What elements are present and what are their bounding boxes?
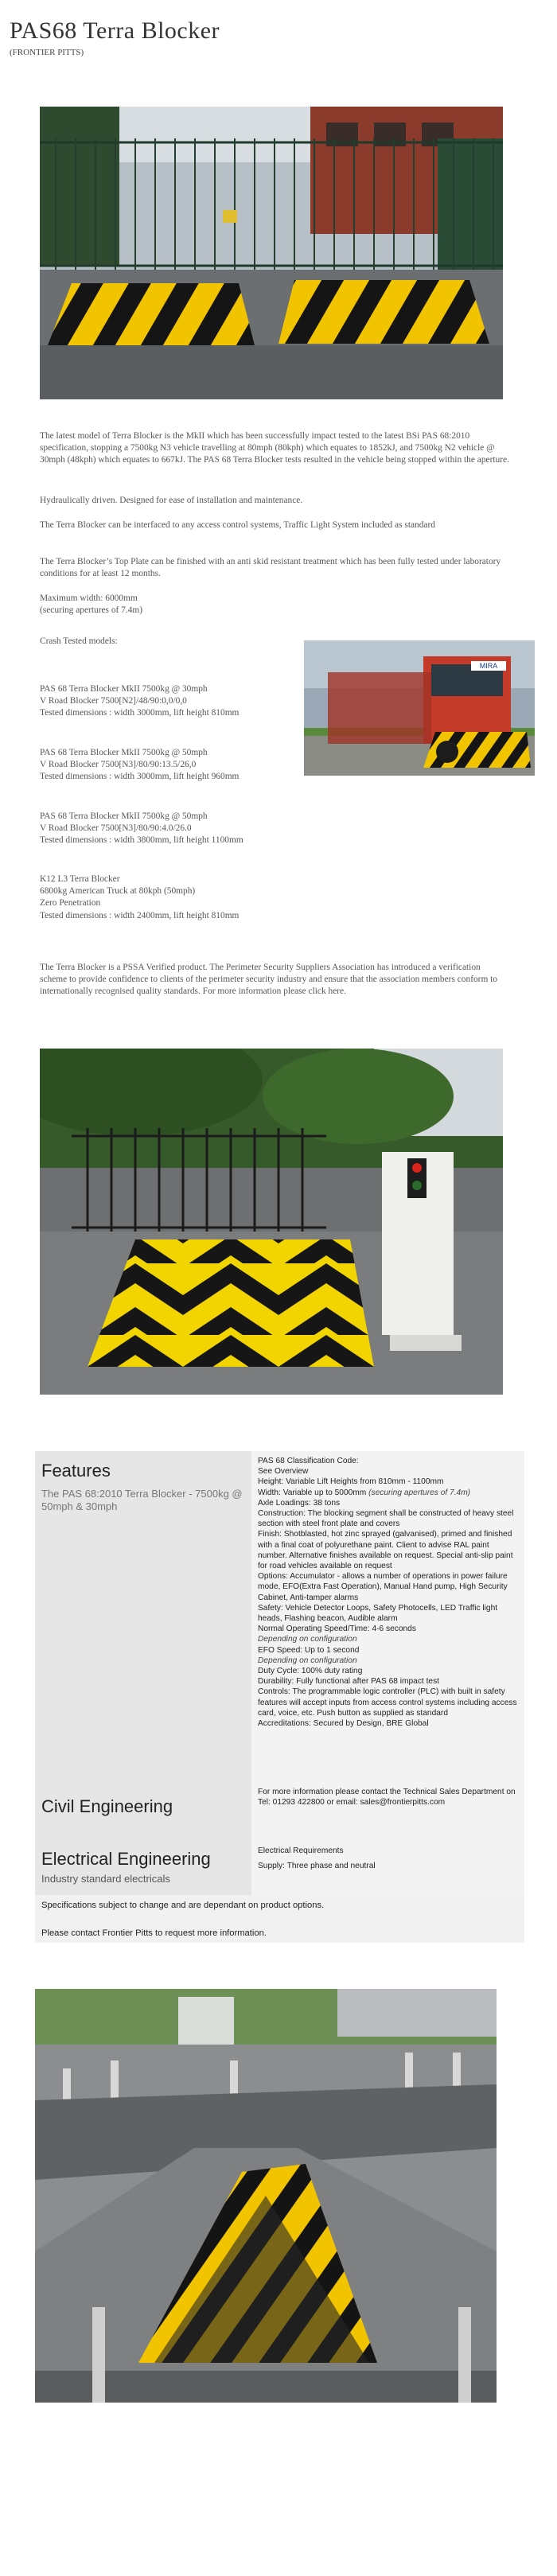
- civil-heading: Civil Engineering: [41, 1796, 173, 1816]
- pssa-paragraph: The Terra Blocker is a PSSA Verified product. The Perimeter Security Suppliers Association has introduced a verification scheme to provide confidence to clients of the perimeter security industry and ensure that the association members conform to internationally recognised quality standards. For more information please click here.: [40, 963, 498, 997]
- features-line: Axle Loadings: 38 tons: [258, 1498, 341, 1508]
- features-line: Width: Variable up to 5000mm (securing apertures of 7.4m): [258, 1488, 471, 1497]
- truck-crash-test-photo: [304, 640, 535, 776]
- electrical-text: Electrical Requirements Supply: Three phase and neutral: [258, 1846, 376, 1871]
- page-subtitle: (FRONTIER PITTS): [10, 48, 84, 57]
- features-line: Construction: The blocking segment shall be constructed of heavy steel section with steel front plate and covers: [258, 1509, 516, 1529]
- model-block-1: PAS 68 Terra Blocker MkII 7500kg @ 30mph V Road Blocker 7500[N2]/48/90:0,0/0,0 Tested dimensions : width 3000mm, lift height 810mm: [40, 684, 240, 718]
- features-line: Safety: Vehicle Detector Loops, Safety Photocells, LED Traffic light heads, Flashing beacon, Audible alarm: [258, 1603, 500, 1624]
- model-block-4: K12 L3 Terra Blocker 6800kg American Truck at 80kph (50mph) Zero Penetration Tested dimensions : width 2400mm, lift height 810mm: [40, 874, 240, 920]
- model-block-3: PAS 68 Terra Blocker MkII 7500kg @ 50mph V Road Blocker 7500[N3]/80/90:4.0/26.0 Tested dimensions : width 3800mm, lift height 1100mm: [40, 811, 243, 846]
- features-line: Duty Cycle: 100% duty rating: [258, 1667, 363, 1676]
- electrical-left-cell: [35, 1841, 251, 1895]
- crash-tested-heading: Crash Tested models:: [40, 636, 118, 646]
- intro-paragraph-2: Hydraulically driven. Designed for ease of installation and maintenance.: [40, 496, 303, 505]
- features-left-cell: [35, 1451, 251, 1782]
- intro-paragraph-1: The latest model of Terra Blocker is the MkII which has been successfully impact tested to the latest BSi PAS 68:2010 specification, stopping a 7500kg N3 vehicle travelling at 80mph (80kph) which equates to 1852kJ, and 7500kg N2 vehicle @ 30mph (48kph) which equates to 667kJ. The PAS 68 Terra Blocker tests resulted in the vehicle being stopped within the aperture.: [40, 431, 509, 465]
- spec-change-note: Specifications subject to change and are dependant on product options.: [41, 1901, 325, 1910]
- contact-note: Please contact Frontier Pitts to request more information.: [41, 1928, 267, 1938]
- features-heading: Features: [41, 1461, 111, 1481]
- features-line: Accreditations: Secured by Design, BRE Global: [258, 1719, 429, 1729]
- features-line: Depending on configuration: [258, 1635, 357, 1644]
- features-line: Finish: Shotblasted, hot zinc sprayed (galvanised), primed and finished with a final coat of polyurethane paint. Client to advise RAL paint number. Alternative finishes available on request. Special anti-slip paint for road vehicles available on request: [258, 1530, 516, 1571]
- truck-tag-text: MIRA: [479, 662, 498, 670]
- intro-paragraph-4: The Terra Blocker’s Top Plate can be finished with an anti skid resistant treatment which has been fully tested under laboratory conditions for at least 12 months.: [40, 557, 501, 579]
- features-line: Normal Operating Speed/Time: 4-6 seconds: [258, 1625, 416, 1634]
- features-list: [258, 1456, 520, 1729]
- features-line: See Overview: [258, 1467, 309, 1477]
- civil-engineering-row: [35, 1782, 524, 1841]
- electrical-engineering-row: [35, 1841, 524, 1895]
- features-line: Depending on configuration: [258, 1656, 357, 1665]
- terra-blocker-cabinet-photo: [40, 1049, 503, 1395]
- features-line: Height: Variable Lift Heights from 810mm - 1100mm: [258, 1477, 444, 1487]
- intro-paragraph-3: The Terra Blocker can be interfaced to any access control systems, Traffic Light System included as standard: [40, 520, 435, 530]
- terra-blocker-gate-photo: [40, 107, 503, 399]
- civil-text: For more information please contact the Technical Sales Department on Tel: 01293 422800 or email: sales@frontierpitts.com: [258, 1788, 516, 1807]
- electrical-right-cell: [251, 1841, 524, 1895]
- civil-right-cell: [251, 1782, 524, 1841]
- max-width-text: Maximum width: 6000mm (securing apertures of 7.4m): [40, 593, 143, 616]
- features-line: EFO Speed: Up to 1 second: [258, 1645, 360, 1655]
- electrical-heading: Electrical Engineering: [41, 1849, 211, 1869]
- features-line: Controls: The programmable logic controller (PLC) with built in safety features will accept inputs from access control systems including access card, voice, etc. Push button as supplied as standard: [258, 1687, 520, 1718]
- features-line: Options: Accumulator - allows a number of operations in power failure mode, EFO(Extra Fast Operation), Manual Hand pump, High Security Cabinet, Anti-tamper alarms: [258, 1572, 510, 1602]
- model-block-2: PAS 68 Terra Blocker MkII 7500kg @ 50mph V Road Blocker 7500[N3]/80/90:13.5/26,0 Tested dimensions : width 3000mm, lift height 960mm: [40, 748, 240, 782]
- features-row: [35, 1451, 524, 1782]
- features-line: Durability: Fully functional after PAS 68 impact test: [258, 1677, 439, 1687]
- features-line: PAS 68 Classification Code:: [258, 1457, 359, 1465]
- civil-left-cell: [35, 1782, 251, 1841]
- terra-blocker-raised-photo: [35, 1989, 497, 2403]
- features-subheading: The PAS 68:2010 Terra Blocker - 7500kg @ 50mph & 30mph: [41, 1488, 243, 1512]
- features-right-cell: [251, 1451, 524, 1782]
- electrical-subheading: Industry standard electricals: [41, 1873, 170, 1885]
- page-title: PAS68 Terra Blocker: [10, 18, 220, 44]
